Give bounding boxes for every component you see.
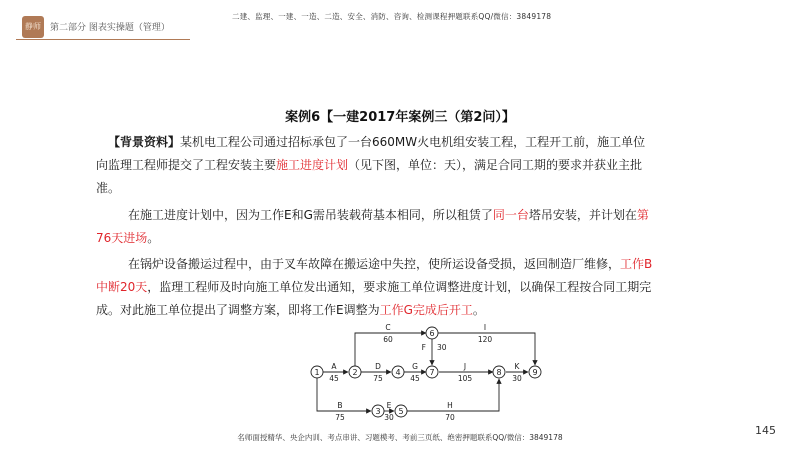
node-6 <box>426 327 438 339</box>
node-7 <box>426 366 438 378</box>
svg-text:2: 2 <box>352 368 358 377</box>
svg-text:1: 1 <box>314 368 320 377</box>
activity-f-duration: 30 <box>437 343 447 352</box>
paragraph-text: （见下图，单位：天），满足合同工期的要求并获业主批准。 <box>96 158 643 195</box>
node-9 <box>529 366 541 378</box>
paragraph-text: 某机电工程公司通过招标承包了一台660MW火电机组安装工程，工程开工前，施工单位向监理工程师提交了工程安装主要 <box>96 135 646 172</box>
highlight-text: 第76天进场 <box>96 208 649 245</box>
section-title: 第二部分 图表实操题（管理） <box>50 23 170 33</box>
activity-j-name: J <box>463 362 467 371</box>
paragraph-text: 。 <box>472 303 485 317</box>
activity-f-name: F <box>421 343 426 352</box>
paragraph-text: 在施工进度计划中，因为工作E和G需吊装载荷基本相同，所以租赁了 <box>128 208 493 222</box>
activity-c-duration: 60 <box>383 335 393 344</box>
node-2 <box>349 366 361 378</box>
svg-text:4: 4 <box>395 368 401 377</box>
background-label: 【背景资料】 <box>108 135 181 149</box>
node-4 <box>392 366 404 378</box>
activity-j-duration: 105 <box>457 374 473 383</box>
activity-e-name: E <box>386 401 392 410</box>
background-paragraph <box>96 131 656 200</box>
paragraph-text: 塔吊安装，并计划在 <box>528 208 637 222</box>
activity-b-name: B <box>337 401 343 410</box>
activity-a-name: A <box>331 362 337 371</box>
activity-d-duration: 75 <box>373 374 383 383</box>
activity-g-duration: 45 <box>410 374 420 383</box>
activity-e-duration: 30 <box>384 413 394 422</box>
logo: 静师 <box>22 16 44 38</box>
activity-k-duration: 30 <box>512 374 522 383</box>
paragraph-text: ，监理工程师及时向施工单位发出通知，要求施工单位调整进度计划，以确保工程按合同工期完成。对此施工单位提出了调整方案，即将工作E调整为 <box>96 280 652 317</box>
paragraph-text: 在锅炉设备搬运过程中，由于叉车故障在搬运途中失控，使所运设备受损，返回制造厂维修， <box>128 257 621 271</box>
svg-text:3: 3 <box>375 407 381 416</box>
highlight-text: 同一台 <box>492 208 529 222</box>
activity-k-name: K <box>514 362 520 371</box>
node-5 <box>395 405 407 417</box>
header-divider <box>16 39 190 40</box>
activity-c-name: C <box>385 323 391 332</box>
svg-text:5: 5 <box>398 407 404 416</box>
activity-g-name: G <box>412 362 418 371</box>
svg-text:9: 9 <box>532 368 538 377</box>
activity-a-duration: 45 <box>329 374 339 383</box>
highlight-text: 工作G完成后开工 <box>379 303 473 317</box>
arrow-b <box>317 378 371 411</box>
svg-text:7: 7 <box>429 368 435 377</box>
page-header <box>0 0 800 44</box>
node-3 <box>372 405 384 417</box>
node-1 <box>311 366 323 378</box>
top-contact-banner: 二建、监理、一建、一造、二造、安全、消防、咨询、检测课程押题联系QQ/微信：3849178 <box>232 12 552 21</box>
bottom-contact-banner: 名师面授精华、央企内训、考点串讲、习题模考、考前三页纸、绝密押题联系QQ/微信：3849178 <box>237 433 563 442</box>
delay-paragraph <box>96 253 656 322</box>
highlight-text: 施工进度计划 <box>276 158 349 172</box>
svg-text:8: 8 <box>496 368 502 377</box>
activity-b-duration: 75 <box>335 413 345 422</box>
crane-paragraph <box>96 204 656 250</box>
page-number: 145 <box>755 424 776 437</box>
case-title: 案例6【一建2017年案例三（第2问）】 <box>285 110 515 125</box>
node-8 <box>493 366 505 378</box>
activity-d-name: D <box>375 362 381 371</box>
highlight-text: 工作B中断20天 <box>96 257 653 294</box>
arrow-h <box>407 379 499 411</box>
activity-h-duration: 70 <box>445 413 455 422</box>
svg-text:6: 6 <box>429 329 435 338</box>
schedule-network-diagram <box>300 322 560 432</box>
activity-h-name: H <box>447 401 453 410</box>
activity-i-name: I <box>483 323 487 332</box>
activity-i-duration: 120 <box>477 335 493 344</box>
paragraph-text: 。 <box>147 231 160 245</box>
